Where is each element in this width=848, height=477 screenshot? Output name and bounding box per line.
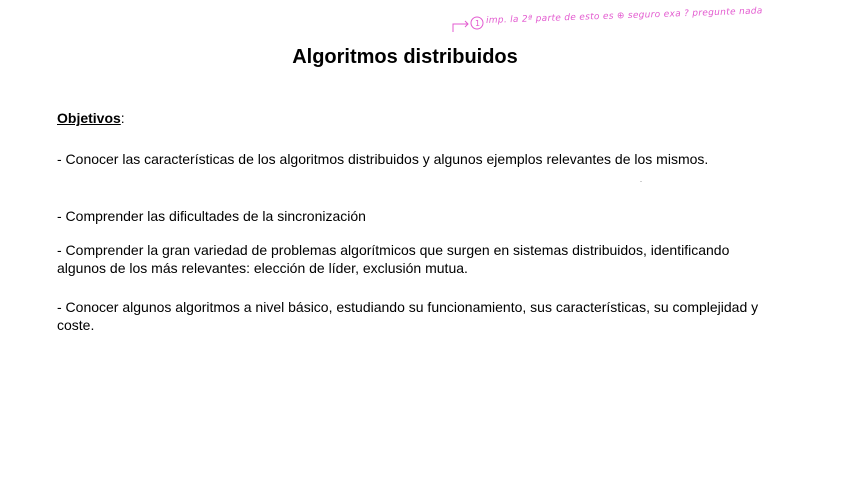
handwritten-annotation — [450, 6, 830, 36]
objective-item-4: - Conocer algunos algoritmos a nivel básico, estudiando su funcionamiento, sus características, su complejidad y coste. — [57, 299, 759, 333]
svg-text:1: 1 — [475, 19, 481, 28]
objectives-colon: : — [120, 110, 125, 126]
annotation-text: imp. la 2ª parte de esto es ⊕ seguro exa ? pregunte nada — [485, 6, 763, 26]
slide-title: Algoritmos distribuidos — [292, 46, 518, 68]
objective-item-3: - Comprender la gran variedad de problemas algorítmicos que surgen en sistemas distribuidos, identificando algunos de los más relevantes: elección de líder, exclusión mutua. — [57, 242, 730, 276]
objectives-heading — [57, 110, 125, 126]
objective-item-2: - Comprender las dificultades de la sincronización — [57, 208, 366, 224]
arrow-circle-icon — [450, 12, 486, 36]
stray-mark — [640, 181, 642, 182]
objectives-label: Objetivos — [57, 110, 121, 126]
objective-item-1: - Conocer las características de los algoritmos distribuidos y algunos ejemplos relevantes de los mismos. — [57, 151, 709, 167]
